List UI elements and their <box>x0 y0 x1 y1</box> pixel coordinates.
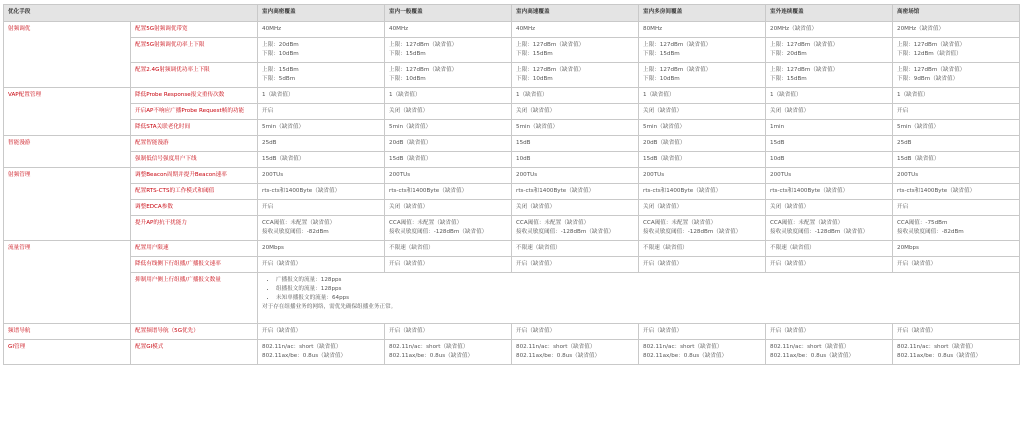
value-text: 40MHz <box>389 26 409 32</box>
value-cell <box>385 257 512 273</box>
value-text: 不限速（缺省值） <box>516 245 561 251</box>
value-cell <box>385 340 512 365</box>
value-cell <box>512 120 639 136</box>
table-row <box>4 63 1020 88</box>
value-cell <box>258 120 385 136</box>
value-text: 20dB（缺省值） <box>389 140 432 146</box>
value-text: 15dB <box>770 140 785 146</box>
table-row <box>4 136 1020 152</box>
value-text: 上限：127dBm（缺省值） <box>389 67 458 73</box>
value-text: 上限：127dBm（缺省值） <box>643 67 712 73</box>
value-text: 5min（缺省值） <box>389 124 432 130</box>
value-text: 下限：10dBm <box>389 76 426 82</box>
value-cell <box>766 168 893 184</box>
value-cell <box>639 257 766 273</box>
value-cell <box>512 241 639 257</box>
value-cell <box>512 257 639 273</box>
value-text: 15dB（缺省值） <box>389 156 432 162</box>
table-row <box>4 22 1020 38</box>
value-cell <box>766 200 893 216</box>
value-text: rts-cts和1400Byte（缺省值） <box>516 188 595 194</box>
item-link[interactable]: 调整EDCA参数 <box>131 200 258 216</box>
value-text: 200TUs <box>262 172 284 178</box>
header-scenario: 室外连续覆盖 <box>766 5 893 22</box>
value-text: 1（缺省值） <box>770 92 802 98</box>
value-text: 15dB（缺省值） <box>643 156 686 162</box>
value-cell <box>258 22 385 38</box>
value-cell <box>512 63 639 88</box>
value-cell <box>512 38 639 63</box>
value-text: 不限速（缺省值） <box>643 245 688 251</box>
value-text: 接收灵敏度阈值：-82dBm <box>262 229 329 235</box>
value-cell <box>258 63 385 88</box>
value-text: CCA阈值：未配置（缺省值） <box>770 220 844 226</box>
value-text: 下限：10dBm <box>516 76 553 82</box>
value-cell <box>385 241 512 257</box>
value-text: 200TUs <box>389 172 411 178</box>
value-text: 开启 <box>262 108 274 114</box>
value-text: 开启（缺省值） <box>389 261 429 267</box>
value-text: 接收灵敏度阈值：-128dBm（缺省值） <box>770 229 869 235</box>
value-text: 10dB <box>770 156 785 162</box>
item-link[interactable]: 强制低信号强度用户下线 <box>131 152 258 168</box>
value-cell <box>639 241 766 257</box>
item-link[interactable]: 配置2.4G射频调优功率上下限 <box>131 63 258 88</box>
value-text: 802.11n/ac：short（缺省值） <box>389 344 469 350</box>
value-cell <box>893 168 1020 184</box>
value-text: 接收灵敏度阈值：-82dBm <box>897 229 964 235</box>
value-cell <box>385 88 512 104</box>
value-text: 下限：10dBm <box>262 51 299 57</box>
table-row <box>4 120 1020 136</box>
value-cell <box>512 104 639 120</box>
value-text: 关闭（缺省值） <box>389 204 429 210</box>
value-cell <box>258 340 385 365</box>
value-text: rts-cts和1400Byte（缺省值） <box>897 188 976 194</box>
value-cell <box>258 241 385 257</box>
value-cell <box>512 184 639 200</box>
value-cell <box>639 168 766 184</box>
value-cell <box>639 88 766 104</box>
table-row <box>4 88 1020 104</box>
value-cell <box>893 120 1020 136</box>
item-link[interactable]: 配置5G射频调优功率上下限 <box>131 38 258 63</box>
item-link[interactable]: 抑制用户侧上行组播/广播报文数量 <box>131 273 258 324</box>
value-text: CCA阈值：未配置（缺省值） <box>389 220 463 226</box>
table-row <box>4 216 1020 241</box>
item-link[interactable]: 配置GI模式 <box>131 340 258 365</box>
value-text: 开启（缺省值） <box>516 261 556 267</box>
value-text: 关闭（缺省值） <box>516 204 556 210</box>
value-text: 上限：127dBm（缺省值） <box>897 42 966 48</box>
value-cell <box>512 200 639 216</box>
value-text: rts-cts和1400Byte（缺省值） <box>770 188 849 194</box>
value-cell <box>512 152 639 168</box>
value-text: 1（缺省值） <box>643 92 675 98</box>
value-text: 802.11n/ac：short（缺省值） <box>897 344 977 350</box>
value-text: 802.11ax/be：0.8us（缺省值） <box>516 353 601 359</box>
value-text: 下限：5dBm <box>262 76 296 82</box>
value-text: 接收灵敏度阈值：-128dBm（缺省值） <box>516 229 615 235</box>
value-text: 上限：127dBm（缺省值） <box>770 42 839 48</box>
value-cell <box>639 22 766 38</box>
value-text: 802.11ax/be：0.8us（缺省值） <box>897 353 982 359</box>
value-cell <box>766 257 893 273</box>
value-text: 开启（缺省值） <box>262 328 302 334</box>
value-text: 关闭（缺省值） <box>643 108 683 114</box>
value-text: 802.11ax/be：0.8us（缺省值） <box>643 353 728 359</box>
value-cell <box>385 63 512 88</box>
value-cell <box>385 184 512 200</box>
item-link[interactable]: 开启AP不响应广播Probe Request帧的功能 <box>131 104 258 120</box>
table-row <box>4 104 1020 120</box>
value-text: 关闭（缺省值） <box>516 108 556 114</box>
table-row <box>4 38 1020 63</box>
value-cell <box>766 136 893 152</box>
value-text: 5min（缺省值） <box>897 124 940 130</box>
value-text: 802.11ax/be：0.8us（缺省值） <box>389 353 474 359</box>
value-text: 开启（缺省值） <box>770 261 810 267</box>
value-text: 上限：127dBm（缺省值） <box>516 42 585 48</box>
item-link[interactable]: 配置频谱导航（5G优先） <box>131 324 258 340</box>
value-text: 上限：127dBm（缺省值） <box>389 42 458 48</box>
value-text: 上限：127dBm（缺省值） <box>770 67 839 73</box>
value-cell <box>893 22 1020 38</box>
value-text: 5min（缺省值） <box>262 124 305 130</box>
value-text: 开启（缺省值） <box>643 261 683 267</box>
value-text: 15dB <box>516 140 531 146</box>
value-cell <box>766 22 893 38</box>
value-text: 20MHz（缺省值） <box>897 26 945 32</box>
table-row <box>4 273 1020 324</box>
value-text: 开启（缺省值） <box>262 261 302 267</box>
value-cell <box>385 120 512 136</box>
value-cell <box>258 216 385 241</box>
list-item: • 未知单播报文的流量：64pps <box>276 294 1015 303</box>
table-row <box>4 340 1020 365</box>
value-cell <box>385 324 512 340</box>
value-cell <box>639 200 766 216</box>
value-cell <box>385 152 512 168</box>
value-text: 接收灵敏度阈值：-128dBm（缺省值） <box>389 229 488 235</box>
value-text: 802.11n/ac：short（缺省值） <box>516 344 596 350</box>
value-cell <box>385 104 512 120</box>
value-text: 200TUs <box>516 172 538 178</box>
value-text: 802.11n/ac：short（缺省值） <box>770 344 850 350</box>
item-link[interactable]: 提升AP的抗干扰能力 <box>131 216 258 241</box>
value-text: 开启（缺省值） <box>516 328 556 334</box>
value-text: 上限：20dBm <box>262 42 299 48</box>
item-link[interactable]: 调整Beacon周期并提升Beacon速率 <box>131 168 258 184</box>
value-text: 下限：15dBm <box>389 51 426 57</box>
optimization-table <box>3 4 1020 365</box>
value-text: 下限：15dBm <box>516 51 553 57</box>
value-text: 接收灵敏度阈值：-128dBm（缺省值） <box>643 229 742 235</box>
value-cell <box>512 136 639 152</box>
value-cell <box>258 168 385 184</box>
value-text: rts-cts和1400Byte（缺省值） <box>643 188 722 194</box>
value-text: 下限：9dBm（缺省值） <box>897 76 959 82</box>
value-text: 15dB（缺省值） <box>262 156 305 162</box>
value-cell <box>639 340 766 365</box>
group-name-link[interactable]: VAP配置管理 <box>4 88 131 136</box>
item-link[interactable]: 配置智能漫游 <box>131 136 258 152</box>
group-name-link[interactable]: 智能漫游 <box>4 136 131 168</box>
header-method: 优化手段 <box>4 5 258 22</box>
value-cell <box>893 200 1020 216</box>
value-text: 下限：15dBm <box>643 51 680 57</box>
group-name-link[interactable]: 频谱导航 <box>4 324 131 340</box>
value-cell <box>258 152 385 168</box>
value-text: 上限：127dBm（缺省值） <box>643 42 712 48</box>
table-row <box>4 324 1020 340</box>
value-text: 关闭（缺省值） <box>389 108 429 114</box>
value-text: 25dB <box>897 140 912 146</box>
value-text: 开启（缺省值） <box>897 328 937 334</box>
value-cell <box>766 88 893 104</box>
value-text: 上限：15dBm <box>262 67 299 73</box>
value-text: 10dB <box>516 156 531 162</box>
item-link[interactable]: 降低Probe Response报文重传次数 <box>131 88 258 104</box>
value-text: CCA阈值：未配置（缺省值） <box>516 220 590 226</box>
value-text: 1（缺省值） <box>516 92 548 98</box>
value-cell <box>893 104 1020 120</box>
value-cell <box>766 120 893 136</box>
table-row <box>4 257 1020 273</box>
table-row <box>4 200 1020 216</box>
value-cell <box>893 324 1020 340</box>
value-text: 开启（缺省值） <box>770 328 810 334</box>
group-name-link[interactable]: 流量管理 <box>4 241 131 324</box>
value-cell <box>512 22 639 38</box>
table-row <box>4 241 1020 257</box>
item-link[interactable]: 配置5G射频调优带宽 <box>131 22 258 38</box>
value-cell <box>766 152 893 168</box>
value-text: 40MHz <box>262 26 282 32</box>
value-cell <box>766 63 893 88</box>
value-cell <box>639 120 766 136</box>
value-cell <box>385 168 512 184</box>
value-text: 关闭（缺省值） <box>770 204 810 210</box>
value-cell <box>512 324 639 340</box>
value-text: rts-cts和1400Byte（缺省值） <box>262 188 341 194</box>
optimization-table-container <box>3 4 1020 365</box>
value-cell <box>512 340 639 365</box>
value-cell <box>512 216 639 241</box>
value-text: rts-cts和1400Byte（缺省值） <box>389 188 468 194</box>
header-scenario: 室内多房间覆盖 <box>639 5 766 22</box>
value-cell <box>893 340 1020 365</box>
group-name-link[interactable]: GI管理 <box>4 340 131 365</box>
value-cell <box>893 152 1020 168</box>
value-cell <box>893 88 1020 104</box>
value-text: 802.11n/ac：short（缺省值） <box>262 344 342 350</box>
table-row <box>4 152 1020 168</box>
value-cell <box>258 200 385 216</box>
value-text: 1min <box>770 124 785 130</box>
value-cell <box>893 184 1020 200</box>
value-cell <box>893 216 1020 241</box>
value-cell <box>893 38 1020 63</box>
group-name-link[interactable]: 射频管理 <box>4 168 131 241</box>
value-cell <box>639 184 766 200</box>
table-row <box>4 184 1020 200</box>
value-text: 开启（缺省值） <box>897 261 937 267</box>
value-text: 200TUs <box>770 172 792 178</box>
value-cell <box>258 136 385 152</box>
value-text: 15dB（缺省值） <box>897 156 940 162</box>
table-row <box>4 168 1020 184</box>
item-link[interactable]: 降低有线侧下行组播/广播报文速率 <box>131 257 258 273</box>
value-cell <box>639 216 766 241</box>
value-text: 25dB <box>262 140 277 146</box>
item-link[interactable]: 配置RTS-CTS的工作模式和阈值 <box>131 184 258 200</box>
value-text: 上限：127dBm（缺省值） <box>516 67 585 73</box>
value-text: 200TUs <box>897 172 919 178</box>
value-text: 开启 <box>897 108 909 114</box>
header-scenario: 室内一般覆盖 <box>385 5 512 22</box>
value-text: 1（缺省值） <box>262 92 294 98</box>
value-cell <box>639 324 766 340</box>
value-text: 下限：10dBm <box>643 76 680 82</box>
value-cell <box>639 152 766 168</box>
value-cell <box>385 136 512 152</box>
value-text: 5min（缺省值） <box>643 124 686 130</box>
value-cell <box>893 136 1020 152</box>
value-text: 下限：20dBm <box>770 51 807 57</box>
value-text: CCA阈值：未配置（缺省值） <box>643 220 717 226</box>
value-cell <box>258 88 385 104</box>
item-link[interactable]: 降低STA关联老化时间 <box>131 120 258 136</box>
value-cell <box>766 184 893 200</box>
value-cell <box>766 324 893 340</box>
value-text: 开启（缺省值） <box>643 328 683 334</box>
value-text: 20Mbps <box>897 245 919 251</box>
value-cell <box>766 38 893 63</box>
value-cell <box>766 340 893 365</box>
list-item: • 广播报文的流量：128pps <box>276 276 1015 285</box>
value-cell <box>893 241 1020 257</box>
value-text: CCA阈值：未配置（缺省值） <box>262 220 336 226</box>
value-cell <box>385 200 512 216</box>
value-cell <box>258 257 385 273</box>
table-header-row <box>4 5 1020 22</box>
value-cell <box>258 104 385 120</box>
value-text: 80MHz <box>643 26 663 32</box>
value-cell <box>385 216 512 241</box>
value-cell <box>766 104 893 120</box>
header-scenario: 室内高密覆盖 <box>258 5 385 22</box>
header-scenario: 高密场馆 <box>893 5 1020 22</box>
value-text: 关闭（缺省值） <box>643 204 683 210</box>
value-text: 不限速（缺省值） <box>770 245 815 251</box>
value-cell <box>385 22 512 38</box>
header-scenario: 室内高速覆盖 <box>512 5 639 22</box>
value-text: 开启 <box>897 204 909 210</box>
value-text: 20dB（缺省值） <box>643 140 686 146</box>
value-cell <box>893 63 1020 88</box>
value-cell <box>639 38 766 63</box>
value-cell <box>893 257 1020 273</box>
value-text: 1（缺省值） <box>897 92 929 98</box>
value-text: 802.11ax/be：0.8us（缺省值） <box>262 353 347 359</box>
value-cell <box>639 104 766 120</box>
value-text: 802.11n/ac：short（缺省值） <box>643 344 723 350</box>
value-text: 200TUs <box>643 172 665 178</box>
value-text: 802.11ax/be：0.8us（缺省值） <box>770 353 855 359</box>
value-text: CCA阈值：-75dBm <box>897 220 948 226</box>
value-cell <box>512 168 639 184</box>
item-link[interactable]: 配置用户限速 <box>131 241 258 257</box>
value-text: 5min（缺省值） <box>516 124 559 130</box>
value-cell <box>766 241 893 257</box>
value-cell <box>639 136 766 152</box>
note-text: 对于存在组播业务的网络，需优先确保组播业务正常。 <box>262 304 397 310</box>
value-cell <box>512 88 639 104</box>
value-text: 开启（缺省值） <box>389 328 429 334</box>
value-text: 开启 <box>262 204 274 210</box>
value-cell <box>385 38 512 63</box>
value-text: 1（缺省值） <box>389 92 421 98</box>
value-text: 关闭（缺省值） <box>770 108 810 114</box>
value-cell <box>258 184 385 200</box>
value-cell <box>258 324 385 340</box>
value-text: 下限：15dBm <box>770 76 807 82</box>
value-text: 20Mbps <box>262 245 284 251</box>
value-text: 不限速（缺省值） <box>389 245 434 251</box>
value-cell <box>766 216 893 241</box>
value-text: 20MHz（缺省值） <box>770 26 818 32</box>
value-text: 40MHz <box>516 26 536 32</box>
value-cell <box>258 38 385 63</box>
value-text: 上限：127dBm（缺省值） <box>897 67 966 73</box>
value-cell <box>639 63 766 88</box>
group-name-link[interactable]: 射频调优 <box>4 22 131 88</box>
rate-limit-list <box>270 276 1015 303</box>
value-text: 下限：12dBm（缺省值） <box>897 51 962 57</box>
list-item: • 组播报文的流量：128pps <box>276 285 1015 294</box>
merged-value-cell <box>258 273 1020 324</box>
